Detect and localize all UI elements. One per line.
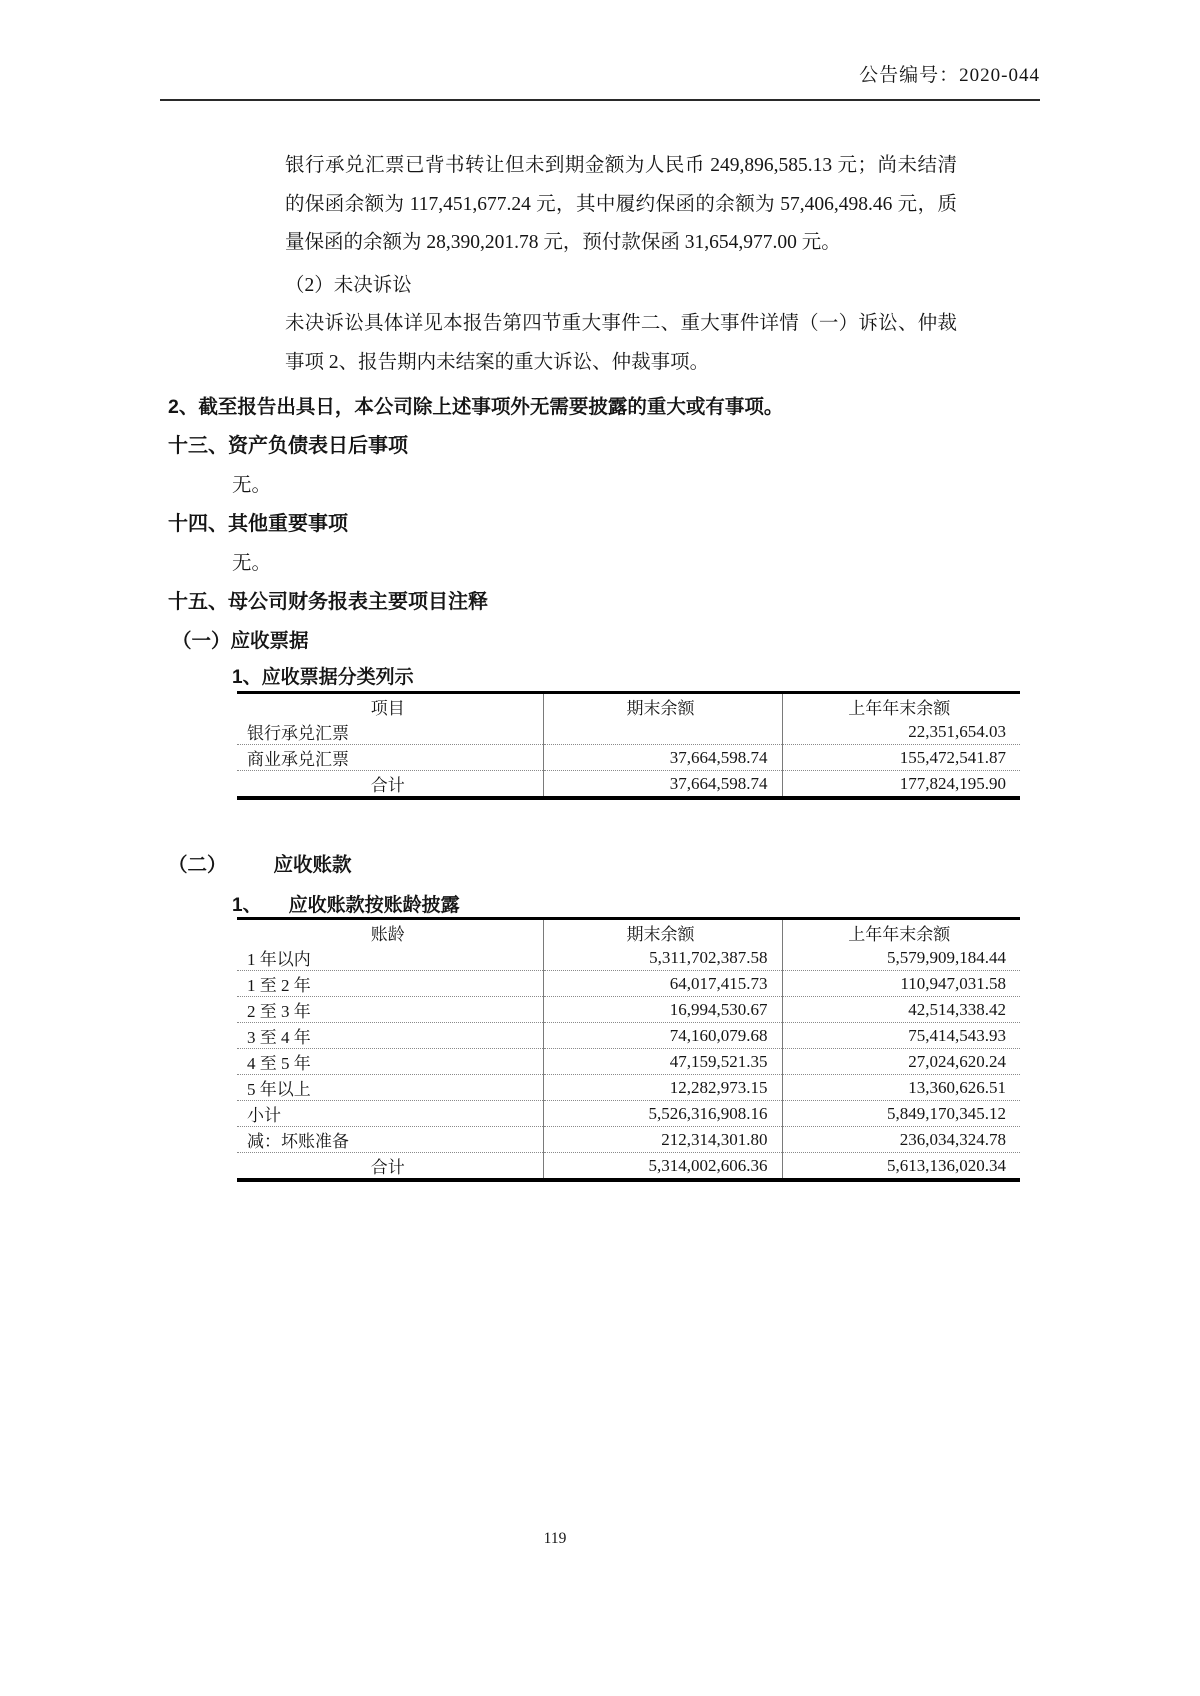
table-cell: 236,034,324.78 <box>782 1127 1020 1153</box>
table-header-cell: 项目 <box>370 699 405 718</box>
table-row <box>237 971 1020 997</box>
subsection-number: （二） <box>168 854 227 876</box>
section-14-content: 无。 <box>232 553 272 574</box>
header-divider <box>160 99 1040 101</box>
table-header-row <box>237 919 1020 946</box>
table-cell: 减：坏账准备 <box>237 1127 543 1153</box>
bills-table-caption-text: 1、应收票据分类列示 <box>232 667 414 688</box>
table-row <box>237 1075 1020 1101</box>
announcement-number: 公告编号：2020-044 <box>859 65 1040 86</box>
bills-table-caption <box>232 665 1040 691</box>
section-14-title: 十四、其他重要事项 <box>168 513 348 535</box>
table-cell: 27,024,620.24 <box>782 1049 1020 1075</box>
section-13-title: 十三、资产负债表日后事项 <box>168 435 408 457</box>
table-cell: 银行承兑汇票 <box>237 719 543 745</box>
table-row <box>237 1023 1020 1049</box>
page-number: 119 <box>543 1530 567 1547</box>
table-cell: 5,613,136,020.34 <box>782 1153 1020 1181</box>
table-row <box>237 945 1020 971</box>
table-row <box>237 1127 1020 1153</box>
table-cell: 64,017,415.73 <box>543 971 782 997</box>
table-cell: 37,664,598.74 <box>543 771 782 799</box>
subsection-label: 应收账款 <box>273 854 352 876</box>
table-cell: 5,311,702,387.58 <box>543 945 782 971</box>
table-cell: 1 至 2 年 <box>237 971 543 997</box>
table-row <box>237 719 1020 745</box>
table-header-cell: 上年年末余额 <box>782 919 1020 946</box>
table-subtotal-row <box>237 1101 1020 1127</box>
table-header-cell: 账龄 <box>370 925 405 944</box>
table-row <box>237 1049 1020 1075</box>
subsection-bills-receivable-title: （一）应收票据 <box>172 630 309 652</box>
section-15-title: 十五、母公司财务报表主要项目注释 <box>168 591 488 613</box>
table-cell: 5,849,170,345.12 <box>782 1101 1020 1127</box>
table-cell: 4 至 5 年 <box>237 1049 543 1075</box>
table-cell: 13,360,626.51 <box>782 1075 1020 1101</box>
table-cell: 74,160,079.68 <box>543 1023 782 1049</box>
table-cell: 5,526,316,908.16 <box>543 1101 782 1127</box>
accounts-receivable-aging-table <box>237 917 1020 1182</box>
table-cell: 37,664,598.74 <box>543 745 782 771</box>
table-cell: 22,351,654.03 <box>782 719 1020 745</box>
table-cell: 110,947,031.58 <box>782 971 1020 997</box>
table-cell: 155,472,541.87 <box>782 745 1020 771</box>
statement-no-other-matters: 2、截至报告出具日，本公司除上述事项外无需要披露的重大或有事项。 <box>168 396 784 418</box>
table-cell: 小计 <box>237 1101 543 1127</box>
table-cell: 177,824,195.90 <box>782 771 1020 799</box>
table-header <box>237 919 1020 946</box>
table-total-row <box>237 771 1020 799</box>
table-cell: 16,994,530.67 <box>543 997 782 1023</box>
section-13-content: 无。 <box>232 475 272 496</box>
aging-caption-number: 1、 <box>232 895 262 916</box>
table-cell: 12,282,973.15 <box>543 1075 782 1101</box>
aging-table-caption <box>232 893 1040 919</box>
table-row <box>237 745 1020 771</box>
table-header-cell: 期末余额 <box>543 693 782 720</box>
table-header-row <box>237 693 1020 720</box>
table-header <box>237 693 1020 720</box>
table-cell: 5,579,909,184.44 <box>782 945 1020 971</box>
table-cell: 5 年以上 <box>237 1075 543 1101</box>
table-cell: 合计 <box>370 1158 405 1177</box>
bills-receivable-table <box>237 691 1020 800</box>
paragraph-bank-acceptance: 银行承兑汇票已背书转让但未到期金额为人民币 249,896,585.13 元；尚未结清的保函余额为 117,451,677.24 元，其中履约保函的余额为 57,406,498.46 元，质量保函的余额为 28,390,201.78 元，预付款保函 31,654,977.00 元。 <box>285 155 957 253</box>
table-cell <box>543 719 782 745</box>
table-header-cell: 期末余额 <box>543 919 782 946</box>
paragraph-pending-litigation-detail: 未决诉讼具体详见本报告第四节重大事件二、重大事件详情（一）诉讼、仲裁事项 2、报告期内未结案的重大诉讼、仲裁事项。 <box>285 313 957 373</box>
spacer <box>262 893 289 919</box>
aging-caption-text: 应收账款按账龄披露 <box>288 895 460 916</box>
subsection-accounts-receivable-title <box>168 846 1040 885</box>
table-row <box>237 997 1020 1023</box>
table-cell: 5,314,002,606.36 <box>543 1153 782 1181</box>
table-header-cell: 上年年末余额 <box>782 693 1020 720</box>
table-cell: 42,514,338.42 <box>782 997 1020 1023</box>
table-cell: 1 年以内 <box>237 945 543 971</box>
table-cell: 商业承兑汇票 <box>237 745 543 771</box>
paragraph-pending-litigation-heading: （2）未决诉讼 <box>285 274 412 296</box>
table-cell: 212,314,301.80 <box>543 1127 782 1153</box>
spacer <box>227 846 274 885</box>
table-cell: 3 至 4 年 <box>237 1023 543 1049</box>
table-cell: 合计 <box>370 776 405 795</box>
table-cell: 75,414,543.93 <box>782 1023 1020 1049</box>
table-total-row <box>237 1153 1020 1181</box>
table-cell: 47,159,521.35 <box>543 1049 782 1075</box>
table-cell: 2 至 3 年 <box>237 997 543 1023</box>
